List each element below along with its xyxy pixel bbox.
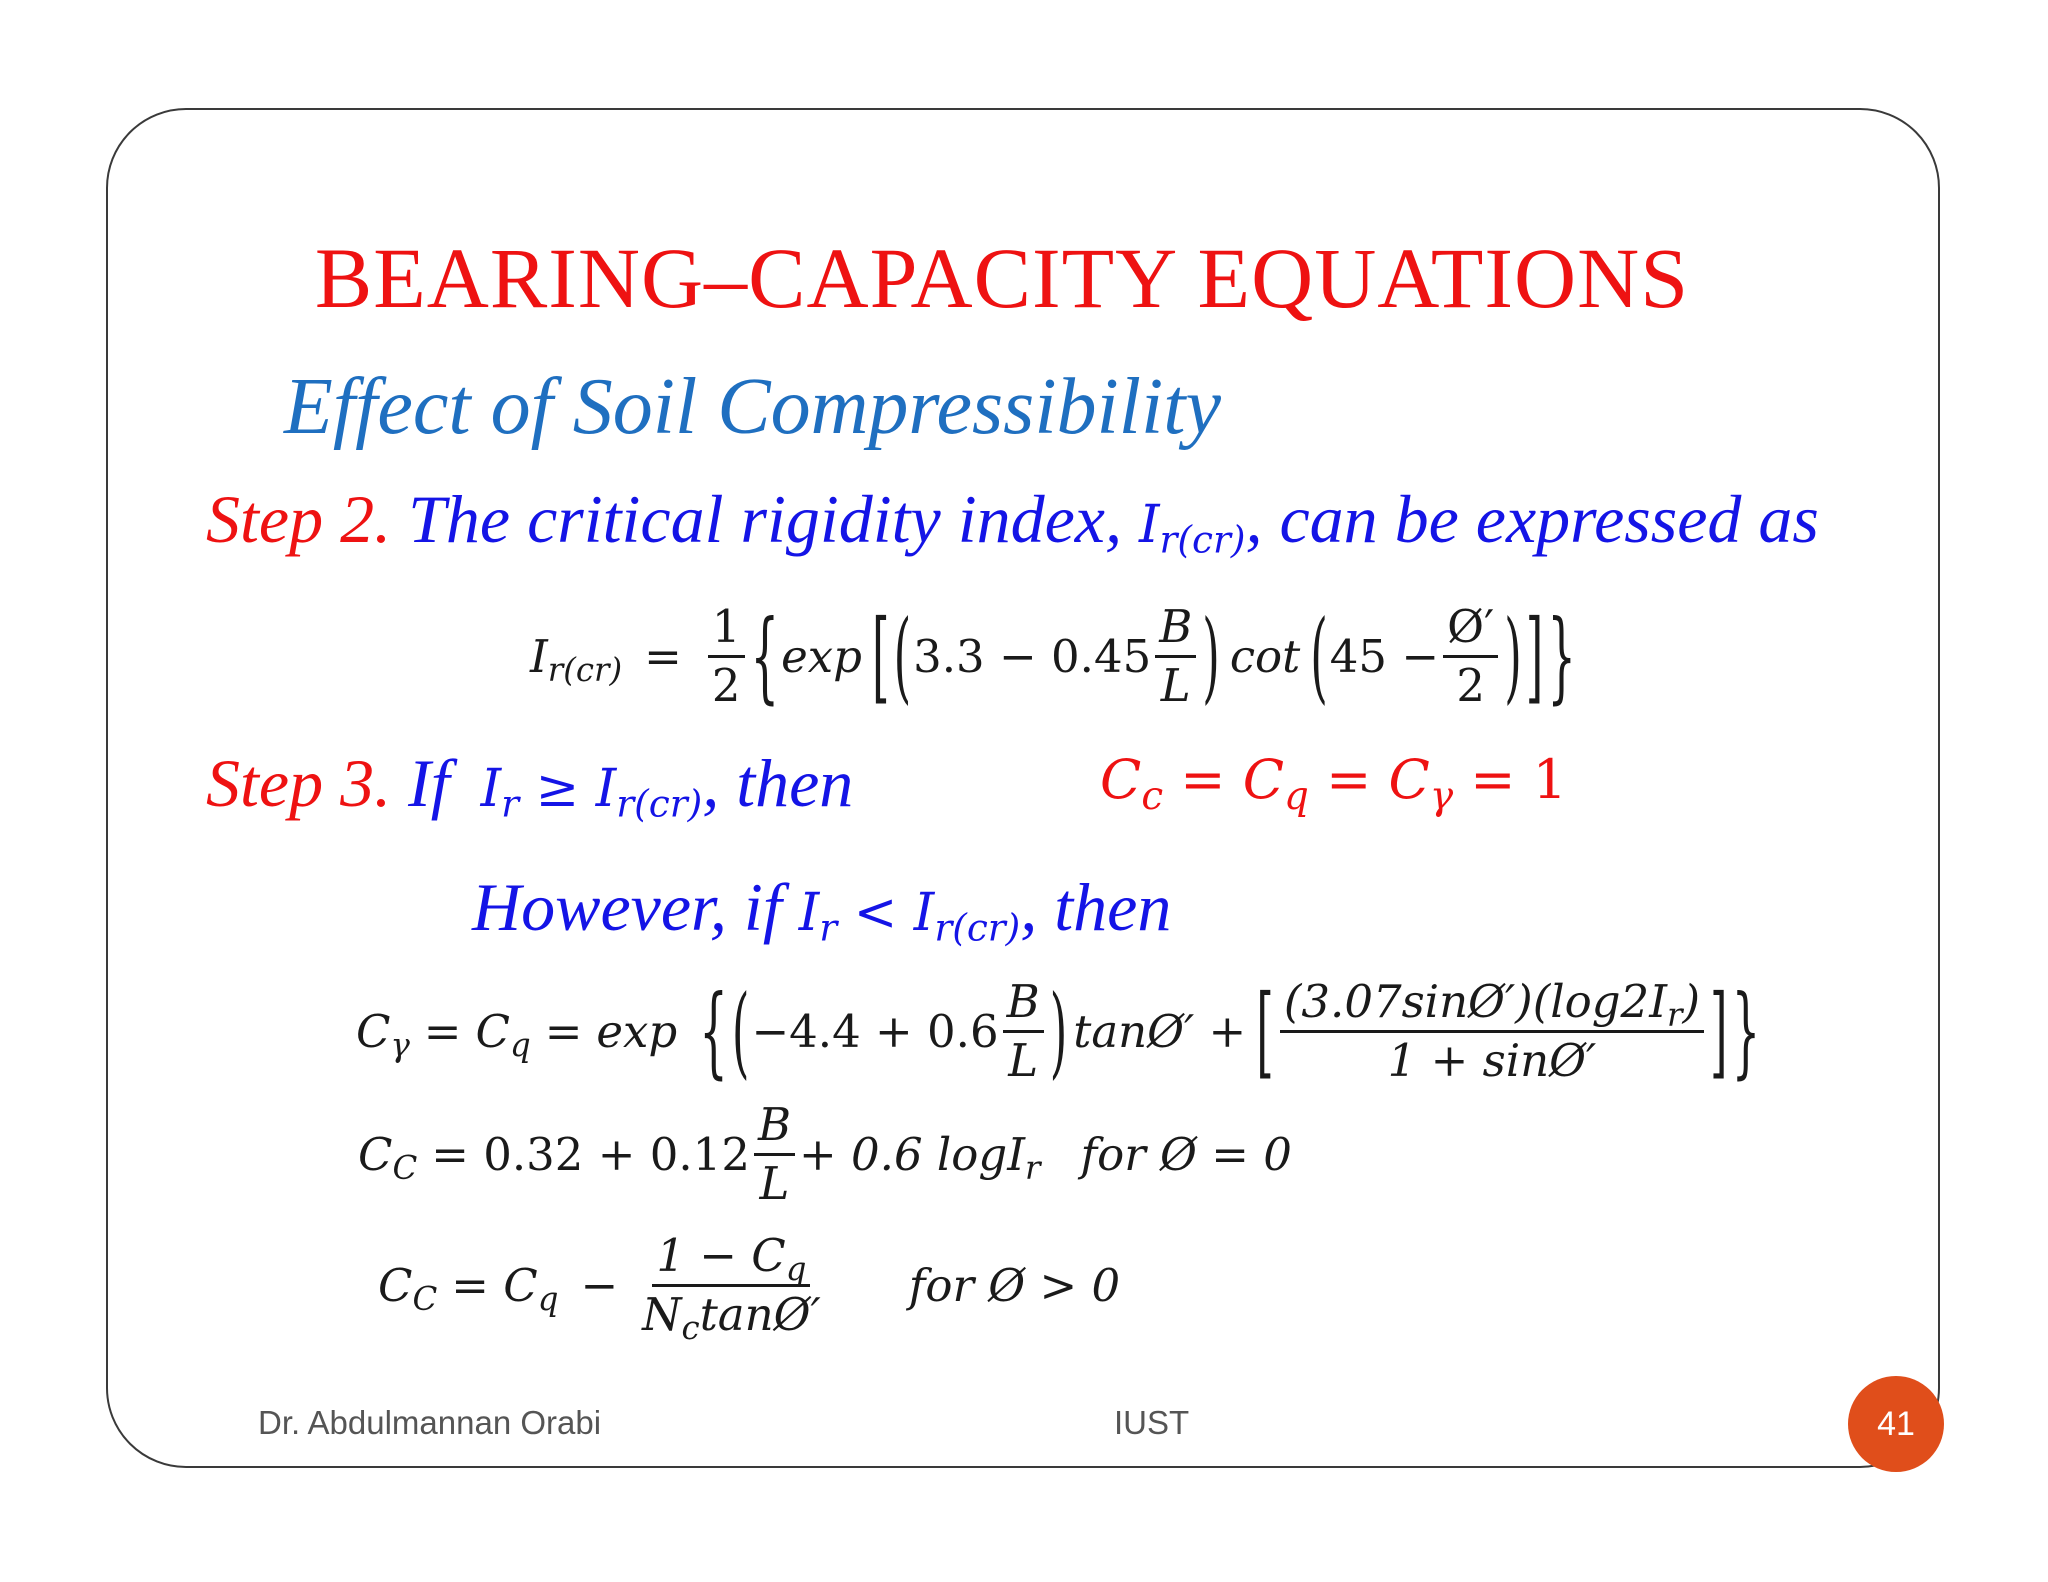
eq2-bl-fraction: $\frac{B}{L}$ — [1003, 976, 1044, 1087]
however-text: However, if — [472, 869, 782, 945]
eq4-lhs: $C_C$ — [378, 1258, 438, 1318]
eq1-equals: = — [644, 629, 682, 683]
step3-line — [206, 744, 854, 826]
eq2-mid: $C_q$ — [475, 1004, 531, 1064]
eq2-paren-close: ) — [1049, 972, 1068, 1090]
eq3-bl-fraction: $\frac{B}{L}$ — [754, 1099, 795, 1210]
eq1-bracket-close: ] — [1525, 597, 1544, 715]
eq1-brace-open: { — [750, 597, 780, 715]
eq1-paren2-close: ) — [1504, 597, 1522, 715]
step2-line — [206, 480, 1819, 562]
eq1-phi-fraction: $\frac{Ø'}{2}$ — [1443, 601, 1498, 712]
eq1-paren2-open: ( — [1310, 597, 1328, 715]
eq1-const2: 45 − — [1329, 629, 1440, 683]
eq4-minus: − — [580, 1258, 619, 1312]
eq2-fraction: $\frac{(3.07\sin Ø')(\log 2I_r)}{1 + \sin Ø'}$ — [1280, 976, 1704, 1087]
eq1-exp: exp — [781, 629, 862, 683]
step2-text-after: , can be expressed as — [1245, 481, 1819, 557]
eq2-const1: −4.4 + 0.6 — [751, 1004, 999, 1058]
however-line — [472, 868, 1172, 950]
eq2-paren-open: ( — [731, 972, 750, 1090]
eq3-log: + 0.6 logI$_r$ — [799, 1127, 1041, 1187]
step3-label: Step 3. — [206, 745, 392, 821]
eq2-brace-open: { — [699, 972, 728, 1090]
eq1-bl-fraction: $\frac{B}{L}$ — [1155, 601, 1196, 712]
eq2-lhs: $C_\gamma$ — [356, 1004, 410, 1064]
eq4-mid: = $C_q$ — [451, 1258, 559, 1318]
step3-if: If — [408, 745, 450, 821]
eq1-paren-close: ) — [1202, 597, 1220, 715]
step2-symbol: $I_{r(cr)}$ — [1138, 495, 1246, 562]
eq1-lhs: $I_{r(cr)}$ — [530, 629, 623, 689]
eq2-tan: tanØ′ + — [1073, 1004, 1247, 1058]
eq1-cot: cot — [1229, 629, 1301, 683]
eq2-bracket-open: [ — [1256, 972, 1274, 1090]
equation-critical-rigidity — [530, 586, 1578, 726]
eq1-const1: 3.3 − 0.45 — [913, 629, 1152, 683]
eq4-condition: for Ø > 0 — [908, 1258, 1121, 1312]
step2-text: The critical rigidity index, — [408, 481, 1122, 557]
however-then: , then — [1020, 869, 1172, 945]
however-condition: $I_r < I_{r(cr)}$ — [798, 883, 1021, 950]
eq3-const1: = 0.32 + 0.12 — [431, 1127, 750, 1181]
eq3-lhs: $C_C$ — [358, 1127, 418, 1187]
step3-condition: $I_r \ge I_{r(cr)}$ — [480, 759, 703, 826]
eq4-fraction: $\frac{1 - C_q}{N_c\tan Ø'}$ — [642, 1228, 821, 1347]
eq3-condition: for Ø = 0 — [1080, 1127, 1292, 1181]
eq1-paren-open: ( — [893, 597, 912, 715]
slide-title: BEARING–CAPACITY EQUATIONS — [314, 230, 1690, 326]
eq2-brace-close: } — [1731, 972, 1761, 1090]
eq2-bracket-close: ] — [1710, 972, 1728, 1090]
page-number-badge: 41 — [1848, 1376, 1944, 1472]
equation-cc-phi-positive — [378, 1220, 1120, 1350]
eq2-exp: exp — [596, 1004, 678, 1058]
step3-then: , then — [702, 745, 854, 821]
equation-cc-phi-zero — [358, 1094, 1292, 1214]
eq1-half: $\frac{1}{2}$ — [708, 601, 745, 712]
step3-result: $C_c = C_q = C_\gamma = 1$ — [1100, 748, 1568, 819]
footer-institution: IUST — [1114, 1404, 1190, 1441]
step2-label: Step 2. — [206, 481, 392, 557]
eq1-brace-close: } — [1547, 597, 1576, 715]
equation-c-gamma: $C_\gamma$ = $C_q$ = exp { ( −4.4 + 0.6 $\frac{B}{L}$ ) tanØ′ + [ $\frac{(3.07\sin Ø')(\log 2I_r)}{1 + \sin Ø'}$ ] } — [356, 972, 1761, 1090]
footer-author: Dr. Abdulmannan Orabi — [258, 1404, 602, 1441]
slide-subtitle: Effect of Soil Compressibility — [284, 363, 1221, 451]
eq1-bracket-open: [ — [872, 597, 890, 715]
